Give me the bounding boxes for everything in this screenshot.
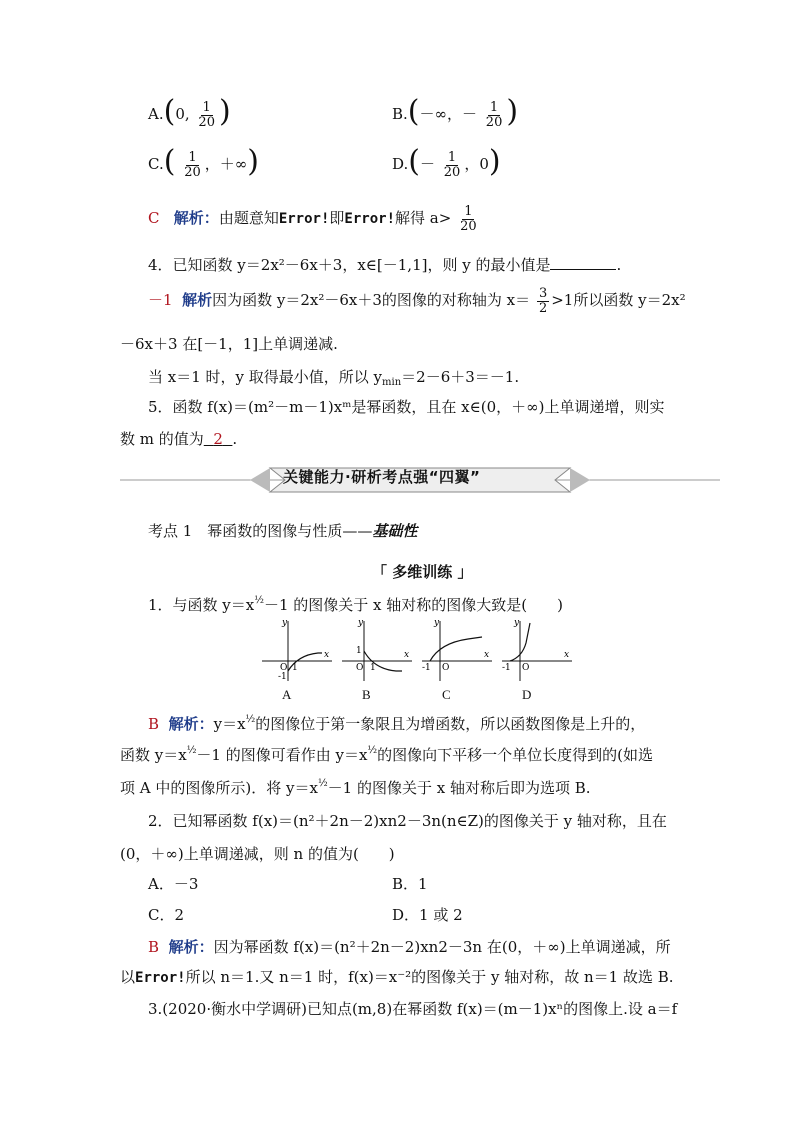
- svg-text:y: y: [514, 618, 520, 628]
- q5-question: 5．函数 f(x)＝(m²－m－1)xᵐ是幂函数，且在 x∈(0，＋∞)上单调递增，则实: [148, 398, 665, 416]
- q4-solution-line1: －1 解析因为函数 y＝2x²－6x＋3的图像的对称轴为 x＝ $\frac{3}{2}$ >1所以函数 y＝2x²: [148, 286, 686, 316]
- svg-text:1: 1: [356, 646, 362, 656]
- banner-title: 关键能力·研析考点强“四翼”: [283, 468, 481, 486]
- svg-text:x: x: [404, 650, 410, 660]
- q4-solution-line3: 当 x＝1 时，y 取得最小值，所以 $y_{min}=2-6+3=-1$.: [148, 368, 520, 388]
- option-c: C.( $\frac{1}{20}$ ，＋∞): [148, 144, 259, 180]
- graph-label-a: A: [282, 687, 292, 702]
- svg-text:x: x: [324, 650, 330, 660]
- graph-label-c: C: [442, 687, 451, 702]
- p2-option-b: B．1: [392, 875, 428, 893]
- q4-solution-line2: －6x＋3 在[－1，1]上单调递减.: [120, 335, 338, 353]
- svg-text:1: 1: [292, 663, 298, 673]
- graph-label-b: B: [362, 687, 371, 702]
- q5-question-line2: 数 m 的值为 2 .: [120, 430, 238, 448]
- p1-solution-line2: 函数 $y=x^{\frac{1}{2}}-1$ 的图像可看作由 $y=x^{\frac{1}{2}}$的图像向下平移一个单位长度得到的(如选: [120, 745, 653, 764]
- graph-b: [338, 615, 416, 685]
- svg-text:x: x: [484, 650, 490, 660]
- p1-solution-line1: B 解析：$y=x^{\frac{1}{2}}$的图像位于第一象限且为增函数，所以函数图像是上升的，: [148, 714, 646, 733]
- q3-answer: C 解析：由题意知Error!即Error!解得 a> $\frac{1}{20}$: [148, 204, 477, 234]
- p2-option-d: D．1 或 2: [392, 906, 463, 924]
- svg-text:x: x: [564, 650, 570, 660]
- graph-label-d: D: [522, 687, 532, 702]
- p2-option-a: A．－3: [148, 875, 199, 893]
- svg-text:1: 1: [370, 663, 376, 673]
- p2-question-line2: (0，＋∞)上单调递减，则 n 的值为( ): [120, 845, 395, 863]
- svg-text:O: O: [442, 663, 450, 673]
- svg-text:-1: -1: [502, 663, 511, 673]
- multi-title: 「 多维训练 」: [372, 563, 473, 581]
- p2-option-c: C．2: [148, 906, 185, 924]
- graph-a: [258, 615, 336, 685]
- svg-text:-1: -1: [278, 672, 287, 682]
- topic-heading: 考点 1 幂函数的图像与性质——基础性: [148, 522, 418, 540]
- svg-text:y: y: [434, 618, 440, 628]
- graph-c: [418, 615, 496, 685]
- svg-text:-1: -1: [422, 663, 431, 673]
- q4-question: 4．已知函数 y＝2x²－6x＋3，x∈[－1,1]，则 y 的最小值是 .: [148, 256, 622, 274]
- svg-text:O: O: [356, 663, 364, 673]
- option-a: A.(0, $\frac{1}{20}$ ): [148, 94, 231, 130]
- p1-solution-line3: 项 A 中的图像所示)．将 $y=x^{\frac{1}{2}}-1$ 的图像关于 x 轴对称后即为选项 B.: [120, 778, 591, 797]
- svg-text:O: O: [280, 663, 288, 673]
- graph-d: [498, 615, 576, 685]
- option-b: B.(－∞，－ $\frac{1}{20}$ ): [392, 94, 519, 130]
- svg-text:O: O: [522, 663, 530, 673]
- p1-question: 1．与函数 $y=x^{\frac{1}{2}}-1$ 的图像关于 x 轴对称的图像大致是( ): [148, 595, 563, 614]
- p2-solution-line1: B 解析：因为幂函数 f(x)＝(n²＋2n－2)xn2－3n 在(0，＋∞)上单调递减，所: [148, 938, 671, 956]
- p3-question: 3.(2020·衡水中学调研)已知点(m,8)在幂函数 f(x)＝(m－1)xⁿ的图像上.设 a＝f: [148, 1000, 678, 1018]
- svg-text:y: y: [358, 618, 364, 628]
- p2-solution-line2: 以Error!所以 n＝1.又 n＝1 时，f(x)＝x⁻²的图像关于 y 轴对称，故 n＝1 故选 B.: [120, 968, 674, 986]
- svg-text:y: y: [282, 618, 288, 628]
- option-d: D.(－ $\frac{1}{20}$ ，0): [392, 144, 501, 180]
- p2-question: 2．已知幂函数 f(x)＝(n²＋2n－2)xn2－3n(n∈Z)的图像关于 y 轴对称，且在: [148, 812, 667, 830]
